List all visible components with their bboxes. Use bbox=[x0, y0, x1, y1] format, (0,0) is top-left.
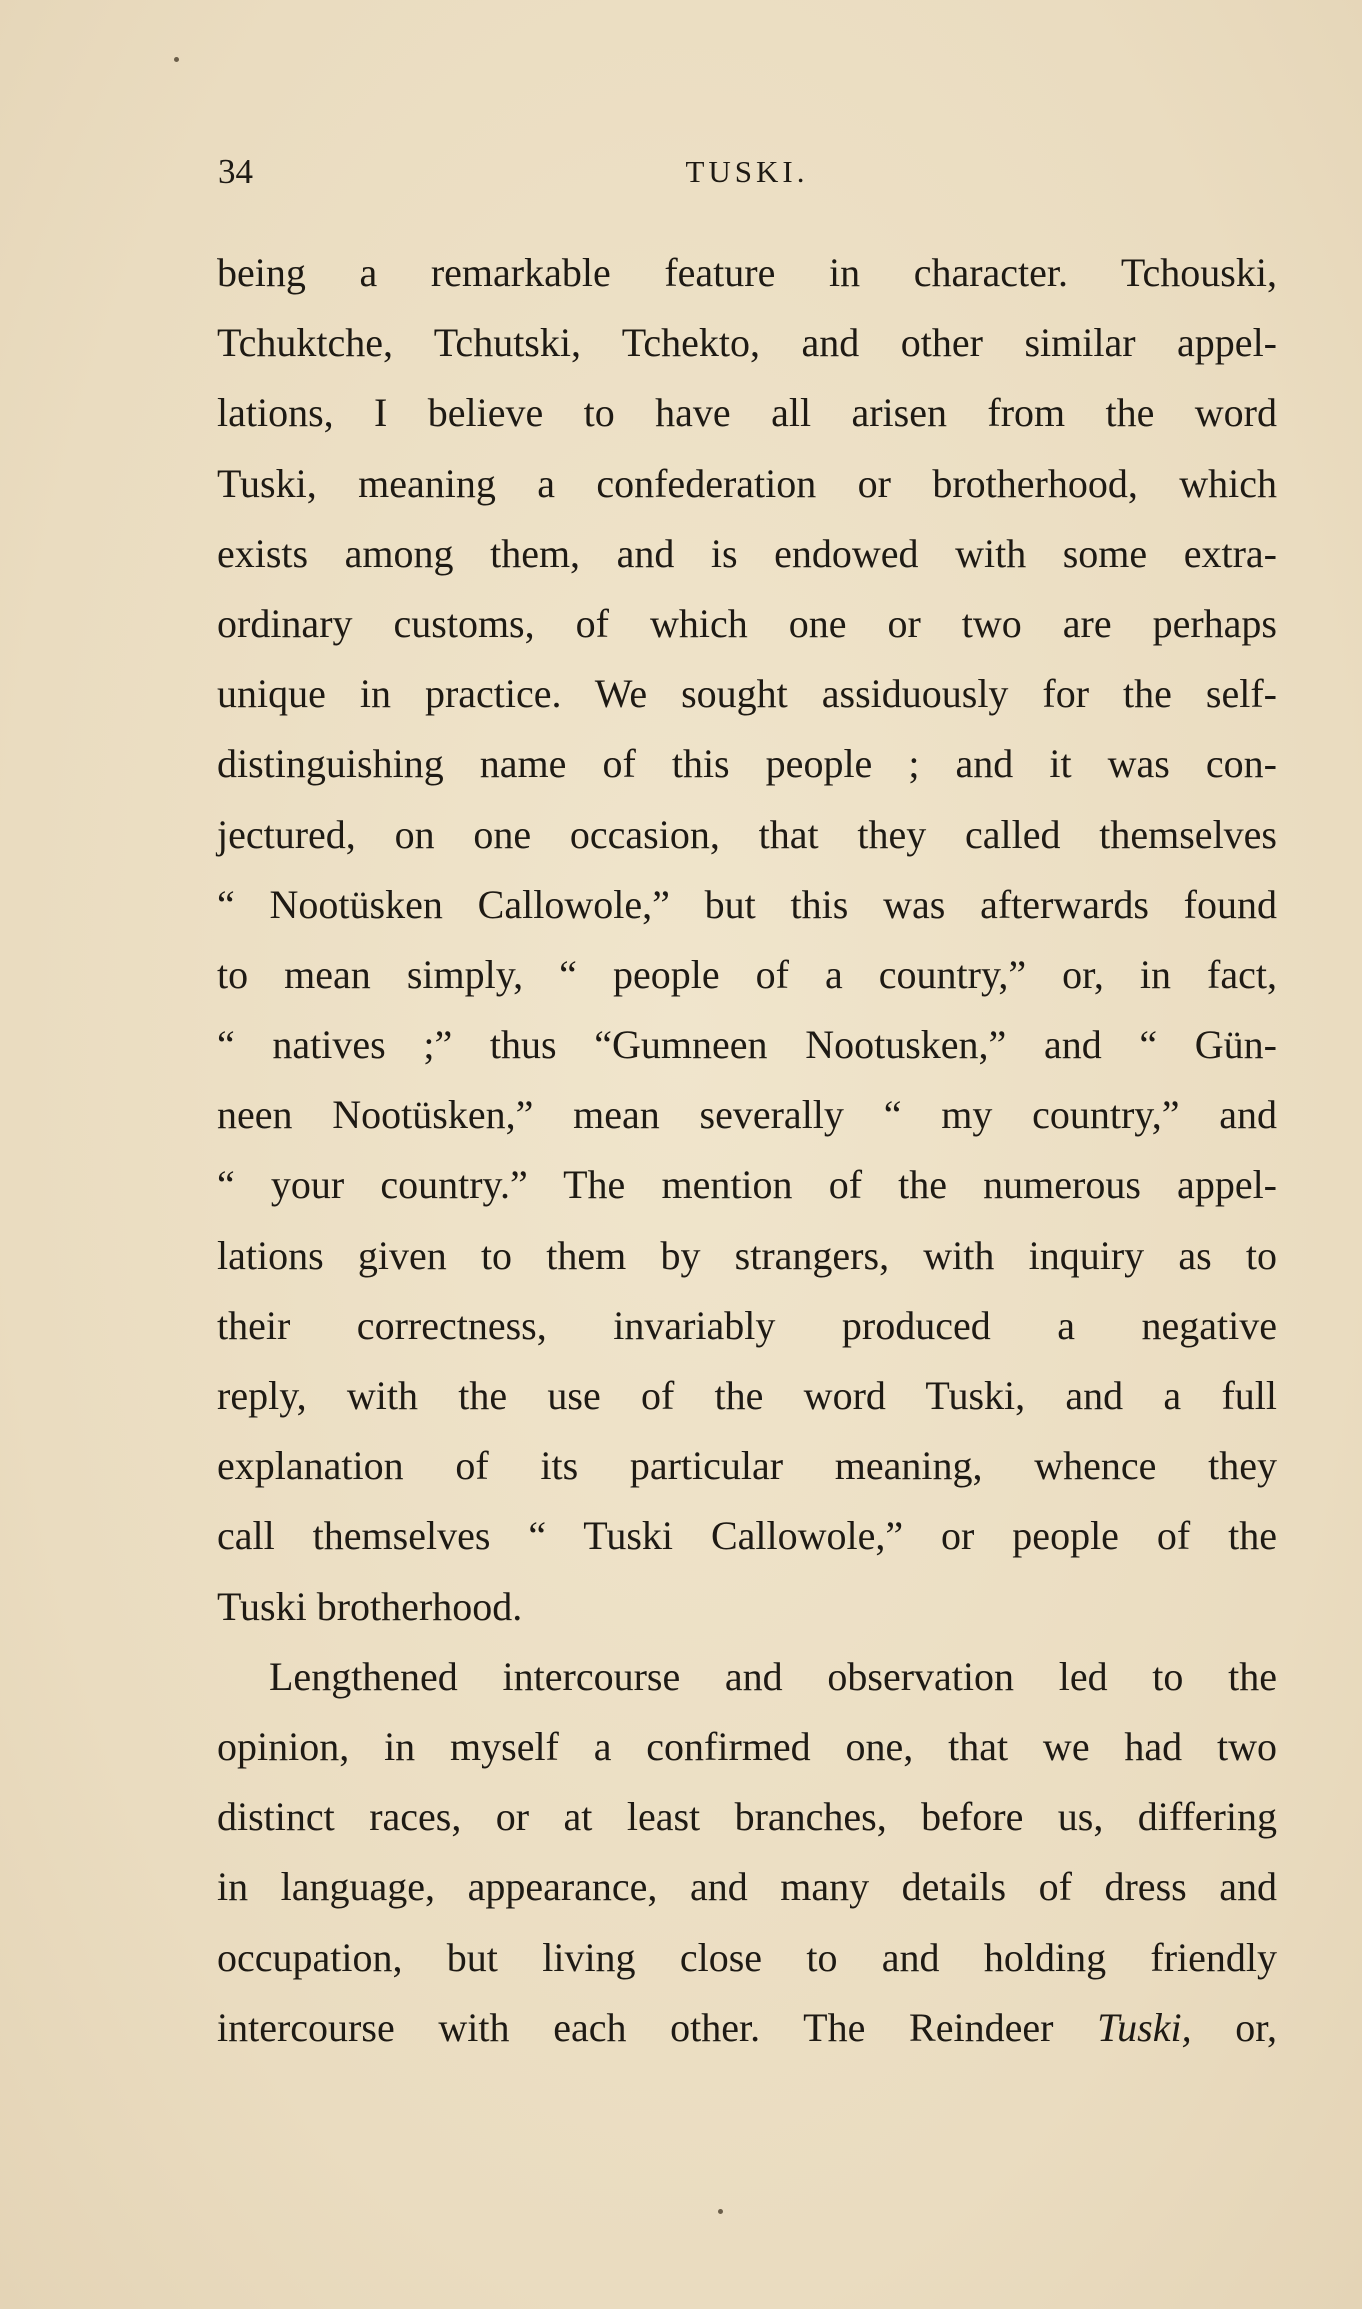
text-segment: intercourse with each other. The Reindeer bbox=[217, 2004, 1054, 2050]
text-line: unique in practice. We sought assiduously for the self- bbox=[217, 671, 1277, 717]
text-line: Tchuktche, Tchutski, Tchekto, and other similar appel- bbox=[217, 320, 1277, 366]
text-line: Tuski, meaning a confederation or brotherhood, which bbox=[217, 460, 1277, 506]
text-line: jectured, on one occasion, that they called themselves bbox=[217, 811, 1277, 857]
text-line: opinion, in myself a confirmed one, that we had two bbox=[217, 1723, 1277, 1769]
body-text bbox=[217, 238, 1277, 2063]
text-line: lations given to them by strangers, with inquiry as to bbox=[217, 1232, 1277, 1278]
text-line: Lengthened intercourse and observation led to the bbox=[269, 1653, 1277, 1699]
specks-mark bbox=[174, 57, 179, 62]
text-line: exists among them, and is endowed with some extra- bbox=[217, 530, 1277, 576]
text-line: reply, with the use of the word Tuski, and a full bbox=[217, 1373, 1277, 1418]
text-line: Tuski brotherhood. bbox=[217, 1583, 523, 1629]
text-line: “ natives ;” thus “Gumneen Nootusken,” and “ Gün- bbox=[217, 1022, 1277, 1068]
text-line: in language, appearance, and many details of dress and bbox=[217, 1864, 1277, 1910]
text-line: distinct races, or at least branches, before us, differing bbox=[217, 1794, 1277, 1840]
text-line: to mean simply, “ people of a country,” or, in fact, bbox=[217, 951, 1277, 997]
text-line: being a remarkable feature in character. Tchouski, bbox=[217, 250, 1277, 295]
text-line: ordinary customs, of which one or two are perhaps bbox=[217, 600, 1277, 646]
page-header bbox=[218, 152, 1276, 202]
text-segment: or, bbox=[1191, 2004, 1278, 2050]
text-line: “ Nootüsken Callowole,” but this was afterwards found bbox=[217, 881, 1277, 927]
italic-word: Tuski, bbox=[1097, 2004, 1192, 2050]
text-line: lations, I believe to have all arisen from the word bbox=[217, 390, 1277, 436]
text-line: distinguishing name of this people ; and it was con- bbox=[217, 741, 1277, 787]
running-head: TUSKI. bbox=[685, 154, 809, 189]
text-line: “ your country.” The mention of the numerous appel- bbox=[217, 1162, 1277, 1208]
text-line: occupation, but living close to and holding friendly bbox=[217, 1934, 1277, 1980]
text-line: their correctness, invariably produced a negative bbox=[217, 1302, 1277, 1348]
text-line: explanation of its particular meaning, whence they bbox=[217, 1443, 1277, 1489]
page-number: 34 bbox=[218, 152, 253, 191]
text-line: call themselves “ Tuski Callowole,” or people of the bbox=[217, 1513, 1277, 1559]
text-line: neen Nootüsken,” mean severally “ my country,” and bbox=[217, 1092, 1277, 1138]
text-line-final bbox=[217, 1993, 1277, 2063]
specks-mark bbox=[718, 2209, 723, 2214]
